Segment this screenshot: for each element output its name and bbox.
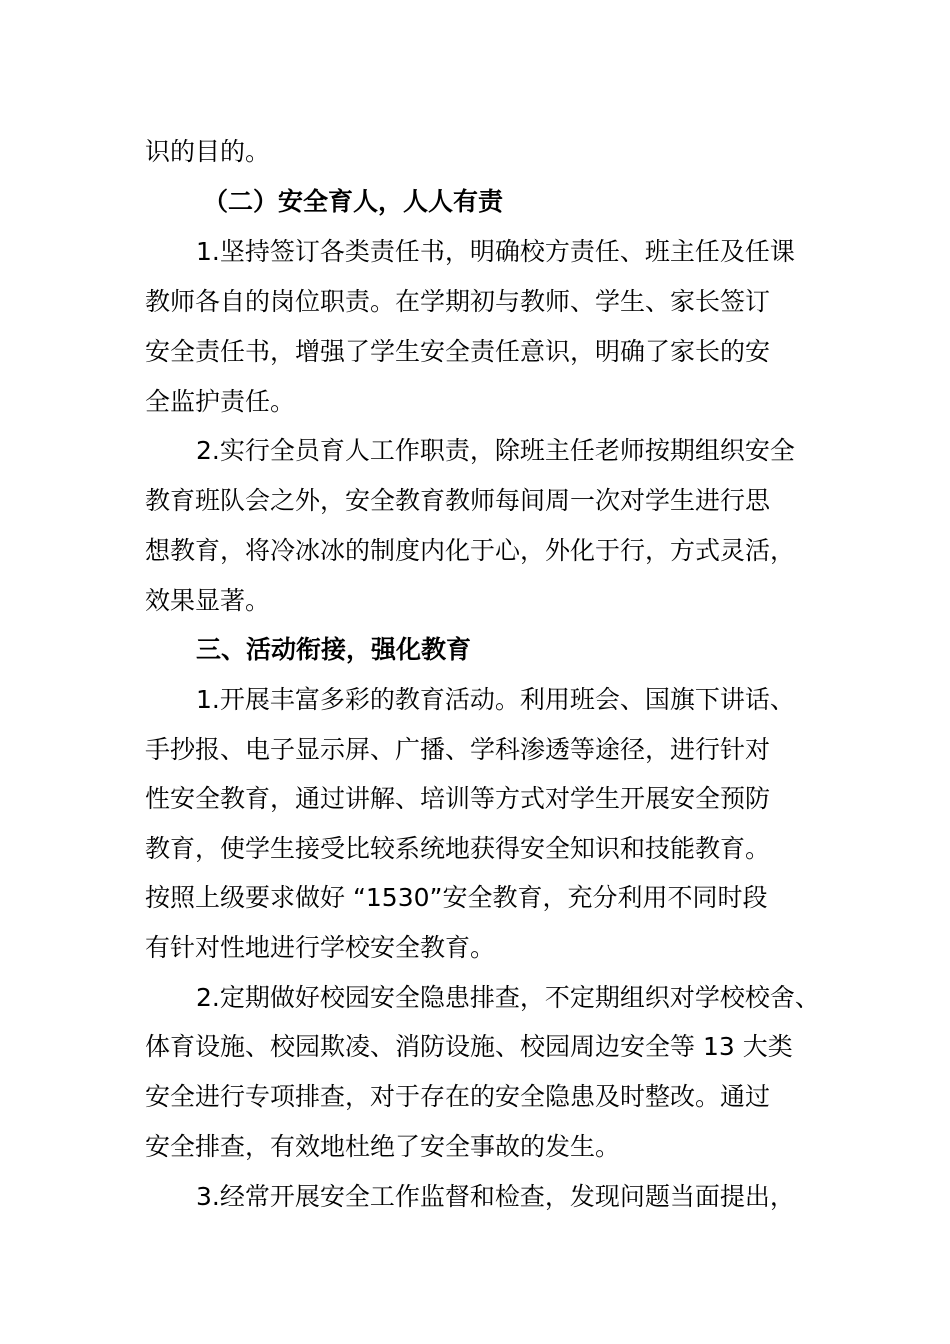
section-heading: 三、活动衔接，强化教育	[196, 635, 472, 664]
paragraph-line: 体育设施、校园欺凌、消防设施、校园周边安全等 13 大类	[145, 1032, 793, 1061]
paragraph-line: 安全进行专项排查，对于存在的安全隐患及时整改。通过	[145, 1082, 771, 1111]
paragraph-line: 1.坚持签订各类责任书，明确校方责任、班主任及任课	[196, 237, 795, 266]
paragraph-line: 手抄报、电子显示屏、广播、学科渗透等途径，进行针对	[145, 735, 771, 764]
paragraph-line: 教育，使学生接受比较系统地获得安全知识和技能教育。	[145, 834, 771, 863]
paragraph-line: 2.实行全员育人工作职责，除班主任老师按期组织安全	[196, 436, 795, 465]
paragraph-line: 按照上级要求做好 “1530”安全教育，充分利用不同时段	[145, 883, 768, 912]
section-heading: （二）安全育人，人人有责	[203, 187, 504, 216]
paragraph-line: 2.定期做好校园安全隐患排查，不定期组织对学校校舍、	[196, 983, 820, 1012]
paragraph-line: 安全排查，有效地杜绝了安全事故的发生。	[145, 1132, 621, 1161]
paragraph-line: 想教育，将冷冰冰的制度内化于心，外化于行，方式灵活，	[145, 536, 796, 565]
paragraph-line: 安全责任书，增强了学生安全责任意识，明确了家长的安	[145, 337, 771, 366]
paragraph-line: 1.开展丰富多彩的教育活动。利用班会、国旗下讲话、	[196, 685, 795, 714]
paragraph-line: 3.经常开展安全工作监督和检查，发现问题当面提出，	[196, 1182, 795, 1211]
paragraph-line: 全监护责任。	[145, 387, 296, 416]
paragraph-line: 性安全教育，通过讲解、培训等方式对学生开展安全预防	[145, 784, 771, 813]
paragraph-line: 效果显著。	[145, 586, 271, 615]
paragraph-line: 教育班队会之外，安全教育教师每间周一次对学生进行思	[145, 486, 771, 515]
paragraph-line: 有针对性地进行学校安全教育。	[145, 933, 496, 962]
paragraph-line: 教师各自的岗位职责。在学期初与教师、学生、家长签订	[145, 287, 771, 316]
paragraph-line: 识的目的。	[145, 137, 271, 166]
